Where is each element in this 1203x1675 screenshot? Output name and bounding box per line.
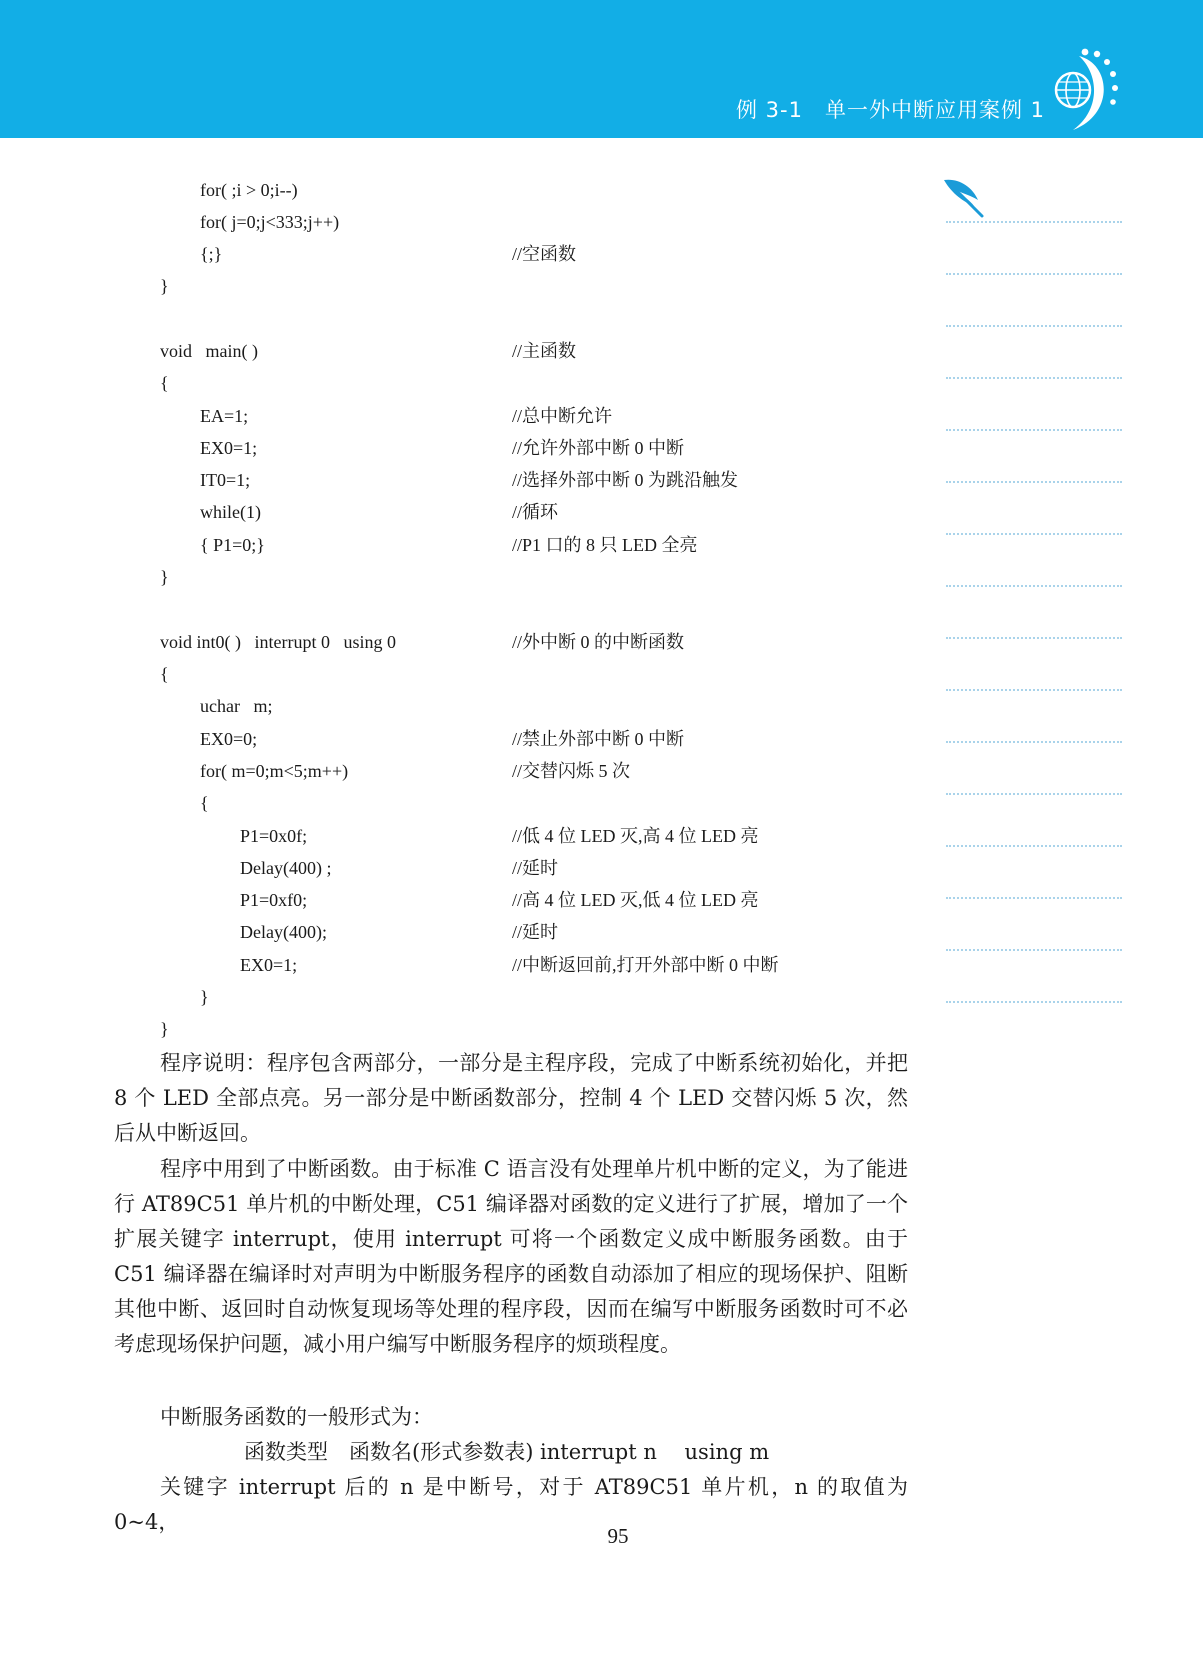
code-line: uchar m; [200,696,273,716]
code-comment: //主函数 [512,341,577,361]
code-line: } [200,987,209,1007]
paragraph-interrupt-number: 关键字 interrupt 后的 n 是中断号，对于 AT89C51 单片机，n 的取值为 0~4， [114,1475,908,1534]
paragraph-interrupt-function: 程序中用到了中断函数。由于标准 C 语言没有处理单片机中断的定义，为了能进行 AT89C51 单片机的中断处理，C51 编译器对函数的定义进行了扩展，增加了一个扩展关键字 interrupt，使用 interrupt 可将一个函数定义成中断服务函数。由于 C51 编译器在编译时对声明为中断服务程序的函数自动添加了相应的现场保护、阻断其他中断、返回时自动恢复现场等处理的程序段，因而在编写中断服务函数时可不必考虑现场保护问题，减小用户编写中断服务程序的烦琐程度。 [114,1157,908,1356]
code-line: } [160,276,169,296]
feather-icon [942,176,988,222]
code-comment: //空函数 [512,244,577,264]
code-comment: //高 4 位 LED 灭,低 4 位 LED 亮 [512,890,759,910]
code-comment: //选择外部中断 0 为跳沿触发 [512,470,739,490]
code-line: { P1=0;} [200,535,265,555]
code-line: { [160,664,169,684]
general-form-formula: 函数类型 函数名(形式参数表) interrupt n using m [244,1440,770,1464]
code-comment: //中断返回前,打开外部中断 0 中断 [512,955,779,975]
code-line: for( j=0;j<333;j++) [200,212,340,232]
code-comment: //交替闪烁 5 次 [512,761,631,781]
page-number: 95 [607,1524,629,1548]
code-line: Delay(400) ; [240,858,332,878]
code-line: { [160,373,169,393]
code-line: IT0=1; [200,470,251,490]
code-line: { [200,793,209,813]
code-comment: //禁止外部中断 0 中断 [512,729,685,749]
code-line: P1=0x0f; [240,826,308,846]
code-line: EA=1; [200,406,249,426]
code-line: EX0=1; [240,955,298,975]
code-listing [0,0,920,1050]
crescent-globe-logo-icon [1043,44,1125,136]
code-line: } [160,567,169,587]
code-line: {;} [200,244,223,264]
code-line: Delay(400); [240,922,327,942]
paragraph-general-form-intro: 中断服务函数的一般形式为： [160,1405,433,1429]
code-comment: //低 4 位 LED 灭,高 4 位 LED 亮 [512,826,759,846]
code-comment: //允许外部中断 0 中断 [512,438,685,458]
code-comment: //延时 [512,858,559,878]
code-comment: //延时 [512,922,559,942]
code-line: for( ;i > 0;i--) [200,180,298,200]
code-line: } [160,1019,169,1039]
code-line: P1=0xf0; [240,890,308,910]
code-comment: //总中断允许 [512,406,613,426]
chapter-title: 例 3-1 单一外中断应用案例 1 [735,98,1045,122]
code-line: void int0( ) interrupt 0 using 0 [160,632,396,652]
code-line: while(1) [200,502,261,522]
code-comment: //P1 口的 8 只 LED 全亮 [512,535,698,555]
code-line: EX0=0; [200,729,258,749]
code-comment: //外中断 0 的中断函数 [512,632,685,652]
code-comment: //循环 [512,502,559,522]
code-line: for( m=0;m<5;m++) [200,761,349,781]
code-line: void main( ) [160,341,258,361]
paragraph-program-description: 程序说明：程序包含两部分，一部分是主程序段，完成了中断系统初始化，并把 8 个 LED 全部点亮。另一部分是中断函数部分，控制 4 个 LED 交替闪烁 5 次，然后从中断返回。 [114,1051,908,1145]
code-line: EX0=1; [200,438,258,458]
